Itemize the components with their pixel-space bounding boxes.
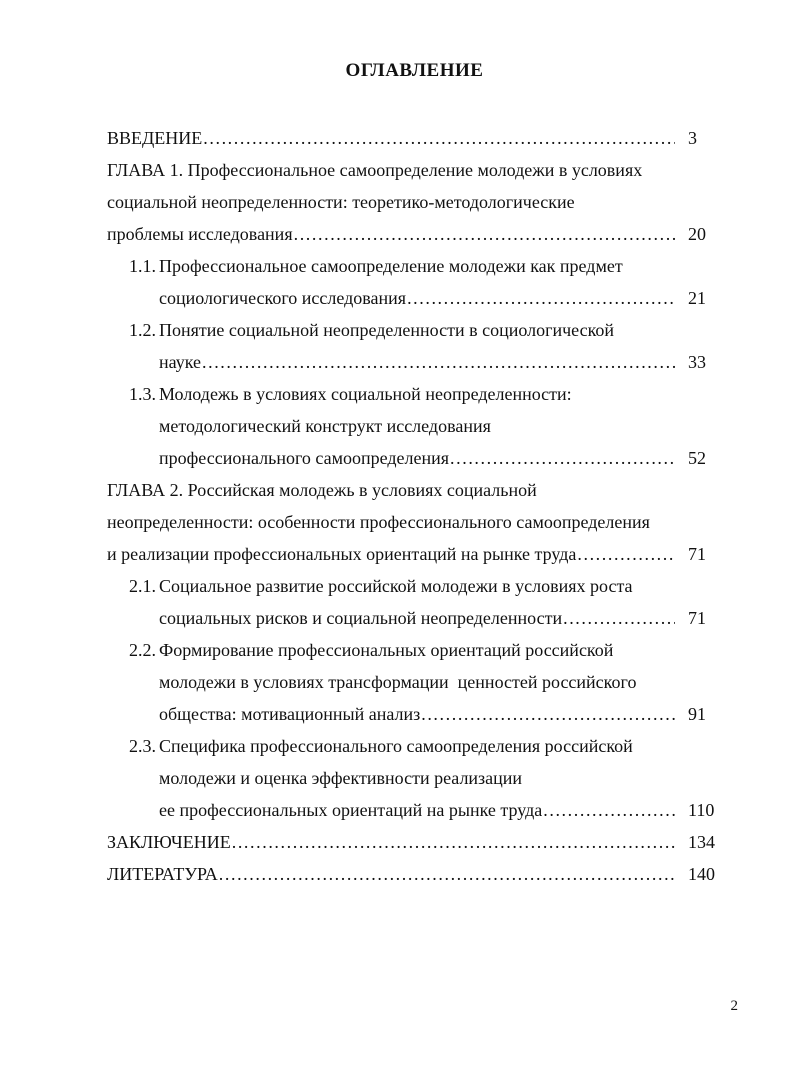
toc-entry-line bbox=[107, 410, 722, 442]
dot-leader bbox=[203, 122, 675, 154]
toc-entry-line bbox=[107, 474, 722, 506]
toc-entry-text: Профессиональное самоопределение молодежи как предмет bbox=[159, 256, 623, 276]
toc-entry-text: ЛИТЕРАТУРА bbox=[107, 864, 218, 884]
toc-entry-line bbox=[107, 698, 722, 730]
dot-leader bbox=[450, 442, 675, 474]
section-number: 2.2. bbox=[129, 640, 156, 660]
toc-page-number: 52 bbox=[688, 448, 706, 468]
section-number: 1.2. bbox=[129, 320, 156, 340]
dot-leader bbox=[232, 826, 675, 858]
toc-entry-text: науке bbox=[159, 352, 201, 372]
toc-page-number: 71 bbox=[688, 544, 706, 564]
toc-page-number: 20 bbox=[688, 224, 706, 244]
dot-leader bbox=[577, 538, 675, 570]
toc-entry-line bbox=[107, 506, 722, 538]
toc-entry-text: Формирование профессиональных ориентаций российской bbox=[159, 640, 614, 660]
toc-entry-line bbox=[107, 634, 722, 666]
toc-entry-text: молодежи и оценка эффективности реализации bbox=[159, 768, 523, 788]
toc-entry-line bbox=[107, 314, 722, 346]
toc-entry-line bbox=[107, 378, 722, 410]
toc-entry-text: Понятие социальной неопределенности в социологической bbox=[159, 320, 615, 340]
section-number: 2.3. bbox=[129, 736, 156, 756]
section-number: 1.3. bbox=[129, 384, 156, 404]
toc-entry-line bbox=[107, 218, 722, 250]
toc-entry-line bbox=[107, 122, 722, 154]
dot-leader bbox=[407, 282, 675, 314]
dot-leader bbox=[543, 794, 675, 826]
toc-entry-line bbox=[107, 250, 722, 282]
toc-entry-line bbox=[107, 794, 722, 826]
section-number: 2.1. bbox=[129, 576, 156, 596]
dot-leader bbox=[202, 346, 675, 378]
dot-leader bbox=[294, 218, 675, 250]
toc-page-number: 134 bbox=[688, 832, 715, 852]
toc-page-number: 21 bbox=[688, 288, 706, 308]
toc-page-number: 3 bbox=[688, 128, 697, 148]
toc-entry-text: Молодежь в условиях социальной неопределенности: bbox=[159, 384, 572, 404]
dot-leader bbox=[421, 698, 675, 730]
toc-entry-line bbox=[107, 858, 722, 890]
toc-entry-line bbox=[107, 442, 722, 474]
toc-entry-text: проблемы исследования bbox=[107, 224, 293, 244]
toc-page-number: 71 bbox=[688, 608, 706, 628]
section-number: 1.1. bbox=[129, 256, 156, 276]
toc-page-number: 91 bbox=[688, 704, 706, 724]
toc-entry-line bbox=[107, 762, 722, 794]
toc-entry-line bbox=[107, 730, 722, 762]
toc-entry-line bbox=[107, 570, 722, 602]
toc-page-number: 110 bbox=[688, 800, 715, 820]
toc-entry-text: ГЛАВА 1. Профессиональное самоопределение молодежи в условиях bbox=[107, 160, 643, 180]
page-title: ОГЛАВЛЕНИЕ bbox=[345, 60, 484, 81]
dot-leader bbox=[219, 858, 675, 890]
toc-entry-line bbox=[107, 538, 722, 570]
toc-entry-line bbox=[107, 666, 722, 698]
toc-entry-text: неопределенности: особенности профессионального самоопределения bbox=[107, 512, 650, 532]
toc-page-number: 140 bbox=[688, 864, 715, 884]
dot-leader bbox=[563, 602, 675, 634]
toc-entry-text: социальных рисков и социальной неопределенности bbox=[159, 608, 563, 628]
toc-entry-text: социологического исследования bbox=[159, 288, 407, 308]
toc-entry-line bbox=[107, 346, 722, 378]
toc-entry-line bbox=[107, 826, 722, 858]
toc-entry-text: и реализации профессиональных ориентаций на рынке труда bbox=[107, 544, 577, 564]
toc-entry-text: профессионального самоопределения bbox=[159, 448, 450, 468]
toc-entry-text: молодежи в условиях трансформации ценностей российского bbox=[159, 672, 637, 692]
toc-entry-line bbox=[107, 186, 722, 218]
toc-entry-text: ГЛАВА 2. Российская молодежь в условиях социальной bbox=[107, 480, 537, 500]
toc-entry-text: ЗАКЛЮЧЕНИЕ bbox=[107, 832, 231, 852]
toc-entry-line bbox=[107, 282, 722, 314]
toc-entry-text: ее профессиональных ориентаций на рынке труда bbox=[159, 800, 543, 820]
toc-entry-line bbox=[107, 602, 722, 634]
toc-entry-text: общества: мотивационный анализ bbox=[159, 704, 421, 724]
toc-entry-text: социальной неопределенности: теоретико-методологические bbox=[107, 192, 575, 212]
toc-entry-text: методологический конструкт исследования bbox=[159, 416, 491, 436]
toc-entry-text: Специфика профессионального самоопределения российской bbox=[159, 736, 633, 756]
toc-page-number: 33 bbox=[688, 352, 706, 372]
toc-entry-text: ВВЕДЕНИЕ bbox=[107, 128, 203, 148]
page-footer-number: 2 bbox=[730, 998, 738, 1014]
toc-entry-text: Социальное развитие российской молодежи в условиях роста bbox=[159, 576, 633, 596]
toc-entry-line bbox=[107, 154, 722, 186]
